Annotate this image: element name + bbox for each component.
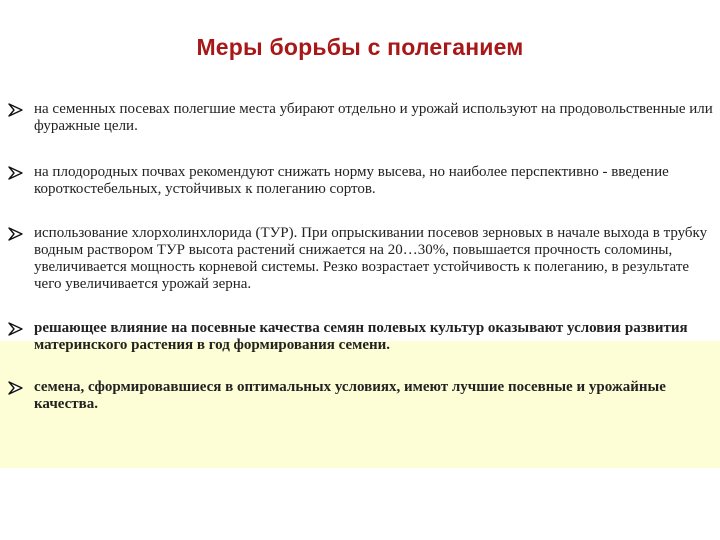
arrow-right-icon <box>8 322 24 336</box>
bullet-text: решающее влияние на посевные качества семян полевых культур оказывают условия развития материнского растения в год формирования семени. <box>34 320 688 353</box>
arrow-right-icon <box>8 103 24 117</box>
arrow-right-icon <box>8 227 24 241</box>
slide-title: Меры борьбы с полеганием <box>196 34 524 60</box>
bullet-text: на семенных посевах полегшие места убирают отдельно и урожай используют на продовольственные или фуражные цели. <box>34 101 713 134</box>
bullet-item <box>8 164 714 198</box>
bullet-text: использование хлорхолинхлорида (ТУР). При опрыскивании посевов зерновых в начале выхода в трубку водным раствором ТУР высота растений снижается на 20…30%, повышается прочность соломины, увеличивается мощность корневой системы. Резко возрастает устойчивость к полеганию, в результате чего увеличивается урожай зерна. <box>34 225 708 292</box>
arrow-right-icon <box>8 166 24 180</box>
bullet-item <box>8 101 714 135</box>
bullet-item <box>8 379 714 413</box>
bullet-text: семена, сформировавшиеся в оптимальных условиях, имеют лучшие посевные и урожайные качества. <box>34 379 666 412</box>
bullet-item <box>8 225 714 293</box>
bullet-item <box>8 320 714 354</box>
arrow-right-icon <box>8 381 24 395</box>
bullet-text: на плодородных почвах рекомендуют снижать норму высева, но наиболее перспективно - введение короткостебельных, устойчивых к полеганию сортов. <box>34 164 669 197</box>
